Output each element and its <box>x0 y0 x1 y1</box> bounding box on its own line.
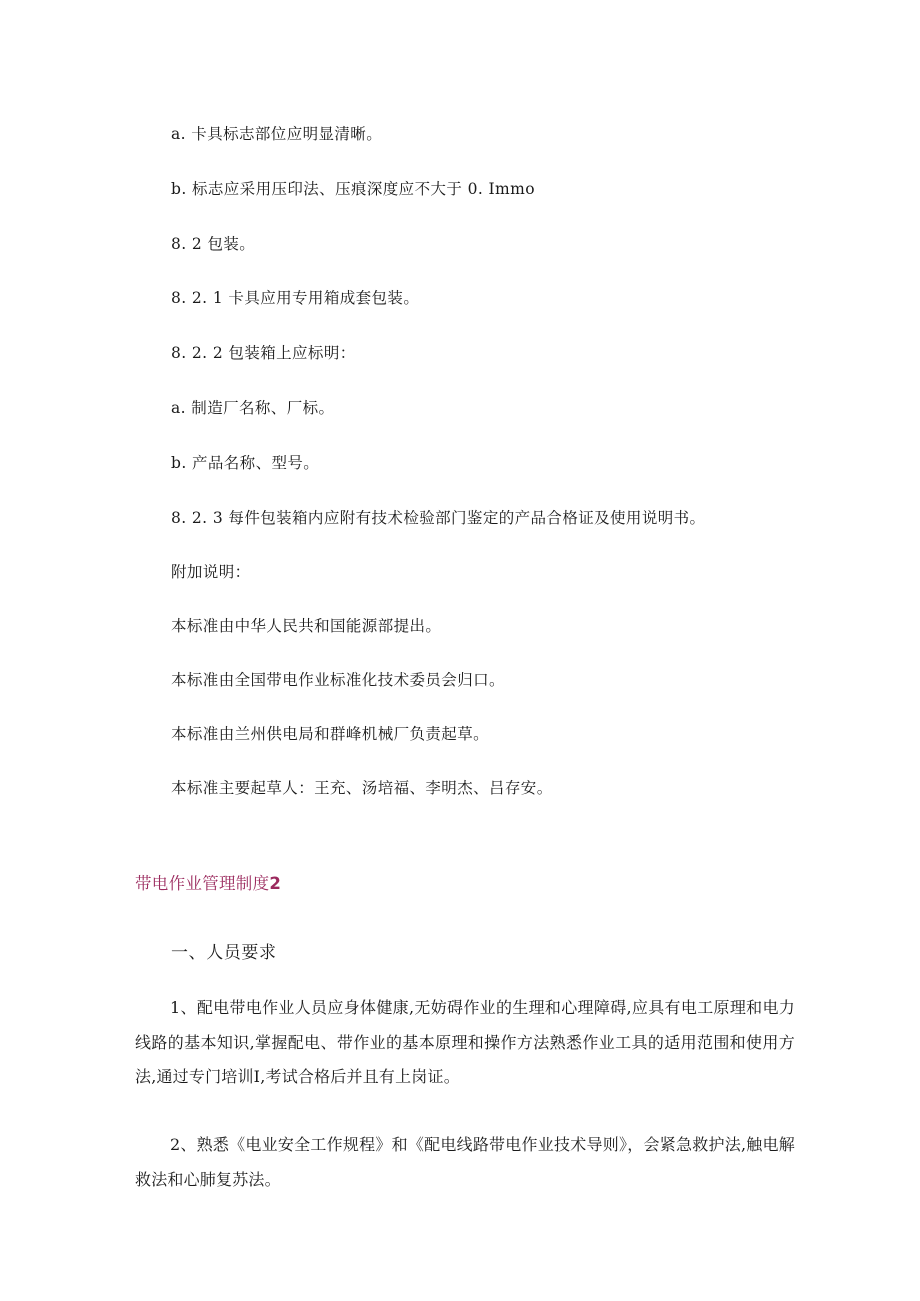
clause-8-2-1: 8. 2. 1 卡具应用专用箱成套包装。 <box>171 289 420 307</box>
requirement-paragraph-1: 1、配电带电作业人员应身体健康,无妨碍作业的生理和心理障碍,应具有电工原理和电力线路的基本知识,掌握配电、带作业的基本原理和操作方法熟悉作业工具的适用范围和使用方法,通过专门培训I,考试合格后并且有上岗证。 <box>135 998 795 1086</box>
clause-8-2-3: 8. 2. 3 每件包装箱内应附有技术检验部门鉴定的产品合格证及使用说明书。 <box>171 509 706 527</box>
note-centralized-by: 本标准由全国带电作业标准化技术委员会归口。 <box>171 671 505 689</box>
section-title-number: 2 <box>269 874 282 893</box>
requirement-paragraph-2: 2、熟悉《电业安全工作规程》和《配电线路带电作业技术导则》，会紧急救护法,触电解救法和心肺复苏法。 <box>135 1135 795 1189</box>
clause-b-marking-method: b. 标志应采用压印法、压痕深度应不大于 0. Immo <box>171 180 535 198</box>
clause-b-product-name: b. 产品名称、型号。 <box>171 454 320 472</box>
clause-8-2-2: 8. 2. 2 包装箱上应标明： <box>171 344 356 362</box>
section-title <box>135 873 281 895</box>
clause-a-marking-clear: a. 卡具标志部位应明显清晰。 <box>171 125 383 143</box>
note-proposed-by: 本标准由中华人民共和国能源部提出。 <box>171 617 442 635</box>
clause-a-manufacturer: a. 制造厂名称、厂标。 <box>171 399 335 417</box>
additional-notes-heading: 附加说明： <box>171 563 251 581</box>
personnel-requirements-heading: 一、人员要求 <box>171 943 277 963</box>
clause-8-2-packaging: 8. 2 包装。 <box>171 235 256 253</box>
note-main-drafters: 本标准主要起草人：王充、汤培福、李明杰、吕存安。 <box>171 779 553 797</box>
section-title-text: 带电作业管理制度 <box>135 874 270 893</box>
note-drafted-by: 本标准由兰州供电局和群峰机械厂负责起草。 <box>171 725 490 743</box>
